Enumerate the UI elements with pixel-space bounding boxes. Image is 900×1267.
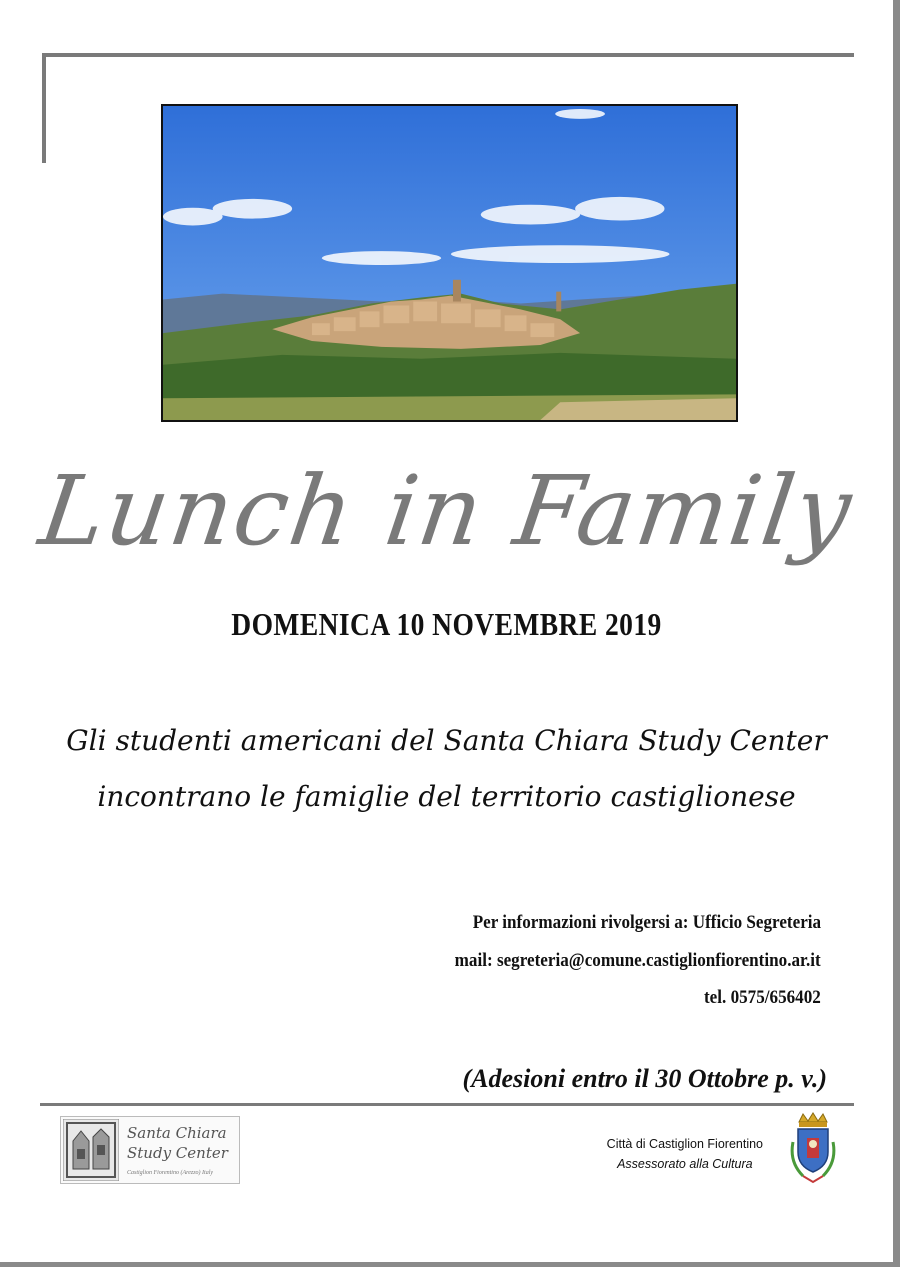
municipal-crest-icon [789, 1112, 837, 1184]
corner-rule-vertical [42, 53, 46, 163]
event-date: DOMENICA 10 NOVEMBRE 2019 [231, 606, 662, 642]
hilltown-photo [161, 104, 738, 422]
santa-chiara-subline: Castiglion Fiorentino (Arezzo) Italy [127, 1170, 214, 1176]
description-line-2: incontrano le famiglie del territorio castiglionese [97, 780, 796, 813]
event-title: Lunch in Family [33, 455, 860, 567]
santa-chiara-name [127, 1123, 228, 1163]
city-name: Città di Castiglion Fiorentino [606, 1137, 763, 1151]
city-credit [607, 1134, 763, 1174]
santa-chiara-name-line1: Santa Chiara [127, 1124, 227, 1142]
contact-phone: tel. 0575/656402 [704, 987, 821, 1008]
contact-info: Per informazioni rivolgersi a: Ufficio Segreteria [472, 912, 821, 933]
santa-chiara-name-line2: Study Center [127, 1144, 228, 1162]
santa-chiara-logo [60, 1116, 240, 1184]
contact-email: mail: segreteria@comune.castiglionfiorentino.ar.it [454, 950, 821, 971]
santa-chiara-logo-mark [63, 1119, 119, 1181]
registration-deadline: (Adesioni entro il 30 Ottobre p. v.) [462, 1064, 827, 1093]
photo-hilltown-landscape [163, 106, 736, 420]
description-line-1: Gli studenti americani del Santa Chiara Study Center [66, 724, 827, 757]
footer-divider [40, 1103, 854, 1106]
city-office: Assessorato alla Cultura [617, 1157, 753, 1171]
corner-rule-horizontal [42, 53, 854, 57]
